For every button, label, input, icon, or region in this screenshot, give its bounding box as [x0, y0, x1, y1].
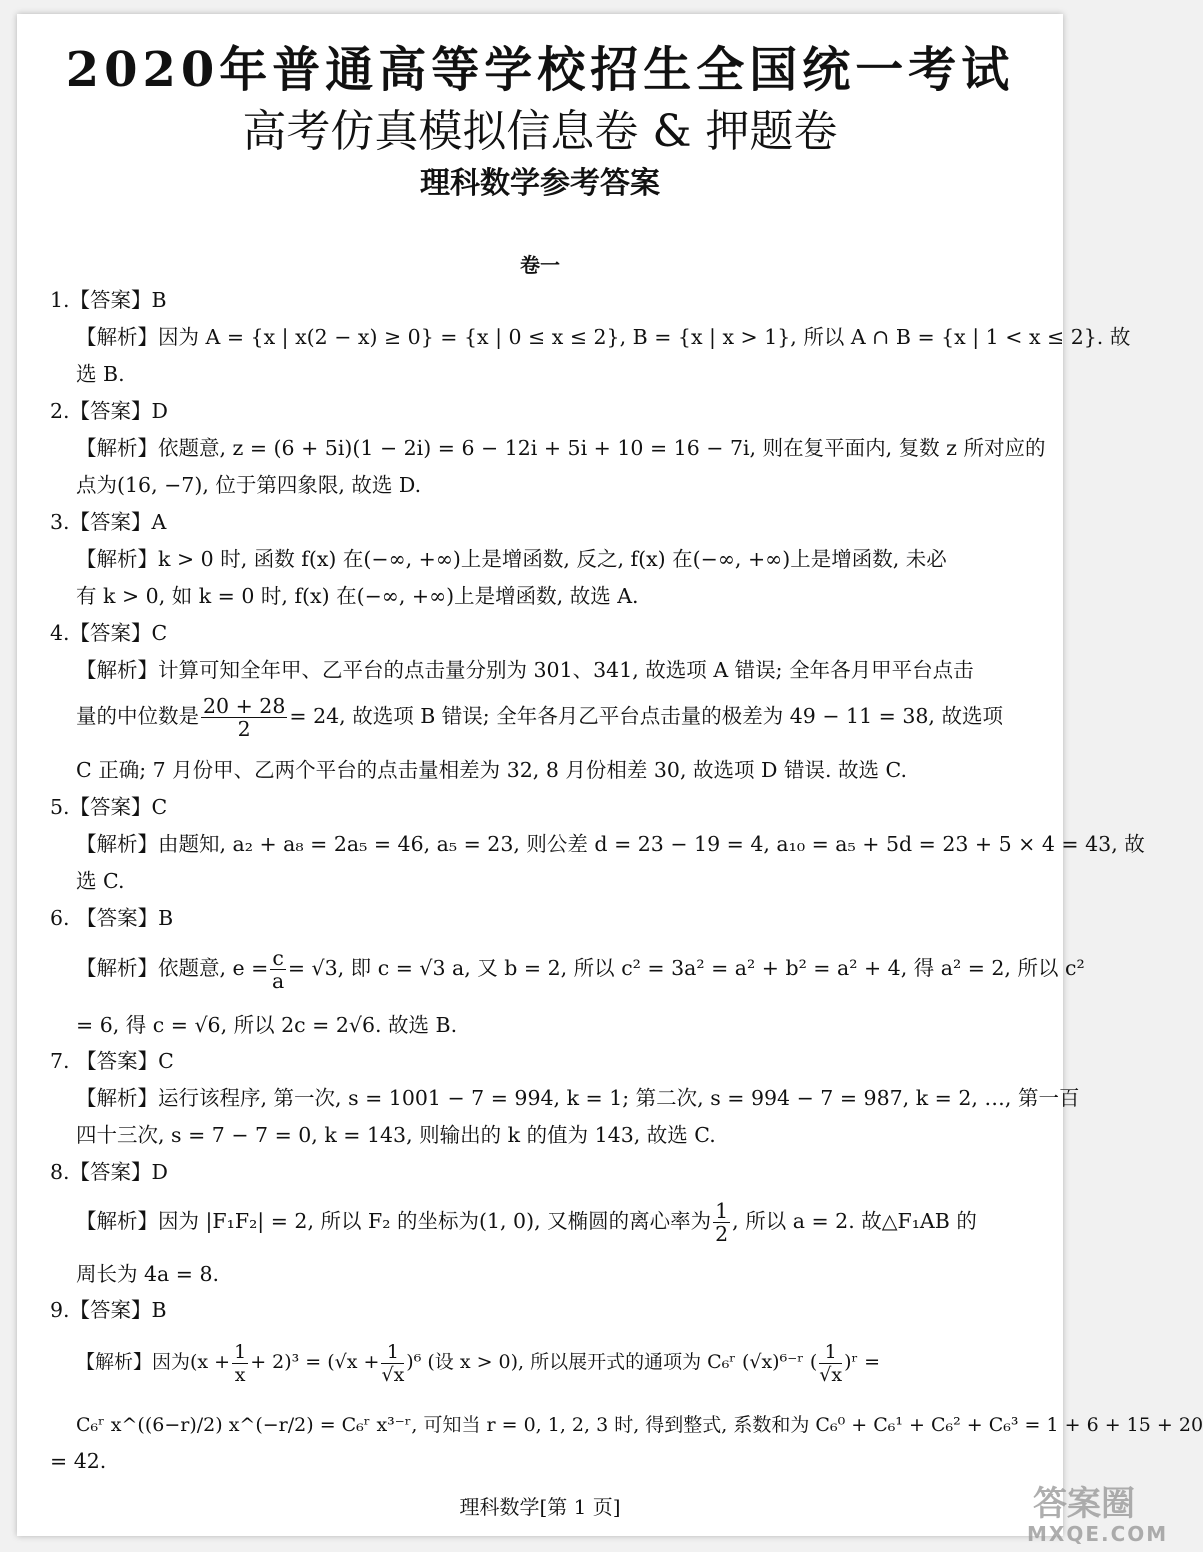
q7-analysis-line2: 四十三次, s = 7 − 7 = 0, k = 143, 则输出的 k 的值为 143, 故选 C.	[76, 1123, 716, 1147]
q8-analysis-line1-start: 【解析】因为 |F₁F₂| = 2, 所以 F₂ 的坐标为(1, 0), 又椭圆的离心率为	[76, 1209, 712, 1233]
exam-subtitle: 高考仿真模拟信息卷 & 押题卷	[242, 106, 838, 157]
q8-analysis-line2: 周长为 4a = 8.	[76, 1262, 220, 1286]
section-heading: 卷一	[520, 253, 560, 277]
q1-analysis-line1: 【解析】因为 A = {x | x(2 − x) ≥ 0} = {x | 0 ≤ x ≤ 2}, B = {x | x > 1}, 所以 A ∩ B = {x | 1 < x ≤ 2}. 故	[76, 325, 1131, 349]
q3-answer: 3.【答案】A	[50, 510, 167, 534]
q4-analysis-line2	[76, 692, 1003, 740]
q5-analysis-line1: 【解析】由题知, a₂ + a₈ = 2a₅ = 46, a₅ = 23, 则公差 d = 23 − 19 = 4, a₁₀ = a₅ + 5d = 23 + 5 × 4 = 43, 故	[76, 832, 1145, 856]
q9-analysis-line3: = 42.	[50, 1449, 107, 1473]
q2-analysis-line1: 【解析】依题意, z = (6 + 5i)(1 − 2i) = 6 − 12i + 5i + 10 = 16 − 7i, 则在复平面内, 复数 z 所对应的	[76, 436, 1046, 460]
q9-analysis-line2: C₆ʳ x^((6−r)/2) x^(−r/2) = C₆ʳ x³⁻ʳ, 可知当 r = 0, 1, 2, 3 时, 得到整式, 系数和为 C₆⁰ + C₆¹ + C₆² + C₆³ = 1 + 6 + 15 + 20	[76, 1414, 1203, 1436]
fraction-numerator: 1	[715, 1199, 729, 1223]
q4-answer: 4.【答案】C	[50, 621, 168, 645]
q6-analysis-line2: = 6, 得 c = √6, 所以 2c = 2√6. 故选 B.	[76, 1013, 458, 1037]
q2-analysis-line2: 点为(16, −7), 位于第四象限, 故选 D.	[76, 473, 422, 497]
q2-answer: 2.【答案】D	[50, 399, 168, 423]
q9-fraction-term	[819, 1341, 842, 1386]
q9-analysis-part3: )⁶ (设 x > 0), 所以展开式的通项为 C₆ʳ (√x)⁶⁻ʳ (	[406, 1351, 818, 1373]
fraction-numerator: 1	[819, 1341, 842, 1364]
watermark-logo-text: 答案圈	[1033, 1484, 1135, 1524]
q9-analysis-part1: 【解析】因为(x +	[76, 1351, 231, 1373]
q6-answer: 6. 【答案】B	[50, 906, 174, 930]
q6-analysis-line1-start: 【解析】依题意, e =	[76, 956, 269, 980]
q8-eccentricity-fraction	[713, 1200, 730, 1245]
q5-analysis-line2: 选 C.	[76, 869, 125, 893]
q7-answer: 7. 【答案】C	[50, 1049, 174, 1073]
q9-analysis-line1	[76, 1336, 880, 1388]
q9-answer: 9.【答案】B	[50, 1298, 167, 1322]
site-watermark	[1013, 1476, 1173, 1546]
fraction-numerator: 1	[381, 1341, 404, 1364]
q9-analysis-part4: )ʳ =	[844, 1351, 881, 1373]
q4-analysis-line3: C 正确; 7 月份甲、乙两个平台的点击量相差为 32, 8 月份相差 30, 故选项 D 错误. 故选 C.	[76, 758, 907, 782]
fraction-denominator: 2	[237, 717, 251, 741]
q9-analysis-part2: + 2)³ = (√x +	[250, 1351, 380, 1373]
q4-median-fraction	[201, 695, 287, 740]
q4-analysis-line1: 【解析】计算可知全年甲、乙平台的点击量分别为 301、341, 故选项 A 错误; 全年各月甲平台点击	[76, 658, 974, 682]
q6-eccentricity-fraction	[270, 947, 285, 992]
watermark-url: MXQE.COM	[1027, 1522, 1169, 1546]
fraction-denominator: 2	[715, 1222, 729, 1246]
fraction-denominator: a	[271, 969, 285, 993]
fraction-denominator: √x	[381, 1363, 405, 1386]
fraction-numerator: 20 + 28	[203, 694, 286, 718]
q7-analysis-line1: 【解析】运行该程序, 第一次, s = 1001 − 7 = 994, k = 1; 第二次, s = 994 − 7 = 987, k = 2, …, 第一百	[76, 1086, 1080, 1110]
q3-analysis-line2: 有 k > 0, 如 k = 0 时, f(x) 在(−∞, +∞)上是增函数, 故选 A.	[76, 584, 639, 608]
exam-title: 2020年普通高等学校招生全国统一考试	[65, 42, 1015, 98]
q8-answer: 8.【答案】D	[50, 1160, 168, 1184]
q6-analysis-line1	[76, 944, 1085, 992]
q6-analysis-line1-end: = √3, 即 c = √3 a, 又 b = 2, 所以 c² = 3a² = a² + b² = a² + 4, 得 a² = 2, 所以 c²	[287, 956, 1085, 980]
q1-analysis-line2: 选 B.	[76, 362, 125, 386]
fraction-denominator: √x	[819, 1363, 843, 1386]
page-footer: 理科数学[第 1 页]	[459, 1495, 621, 1519]
fraction-denominator: x	[234, 1363, 246, 1386]
q9-fraction-1-over-sqrt-x	[381, 1341, 404, 1386]
fraction-numerator: c	[272, 946, 284, 970]
fraction-numerator: 1	[234, 1340, 247, 1363]
q1-answer: 1.【答案】B	[50, 288, 167, 312]
q5-answer: 5.【答案】C	[50, 795, 168, 819]
q4-analysis-line2-start: 量的中位数是	[76, 704, 199, 728]
document-title: 理科数学参考答案	[420, 166, 660, 201]
q4-analysis-line2-end: = 24, 故选项 B 错误; 全年各月乙平台点击量的极差为 49 − 11 = 38, 故选项	[289, 704, 1003, 728]
q9-fraction-1-over-x	[232, 1341, 248, 1386]
q3-analysis-line1: 【解析】k > 0 时, 函数 f(x) 在(−∞, +∞)上是增函数, 反之, f(x) 在(−∞, +∞)上是增函数, 未必	[76, 547, 947, 571]
q8-analysis-line1	[76, 1197, 977, 1245]
q8-analysis-line1-end: , 所以 a = 2. 故△F₁AB 的	[732, 1209, 977, 1233]
